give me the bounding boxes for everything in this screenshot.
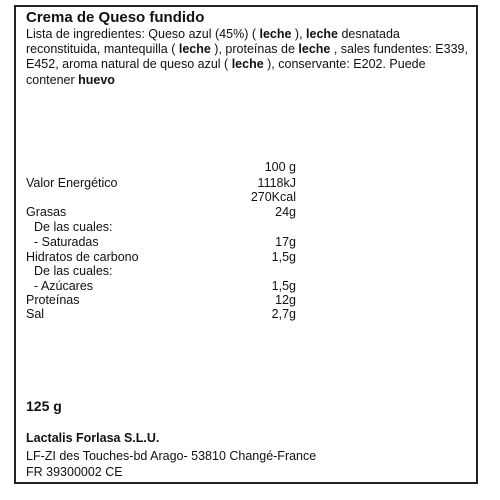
ingredients-text: , sales fundentes: E339, <box>330 42 468 57</box>
nutrition-table <box>16 7 476 482</box>
nutrition-value: 1,5g <box>271 279 296 293</box>
nutrition-label: - Azúcares <box>34 279 94 293</box>
ingredients-text: desnatada <box>338 27 400 41</box>
net-weight: 125 g <box>26 398 62 414</box>
nutrition-label: Sal <box>26 307 45 321</box>
allergen: leche <box>178 42 211 57</box>
ingredients-text: reconstituida, mantequilla ( <box>26 42 179 57</box>
nutrition-value: 24g <box>275 205 296 219</box>
product-title: Crema de Queso fundido <box>26 9 205 26</box>
nutrition-header: 100 g <box>264 160 296 174</box>
health-mark: FR 39300002 CE <box>26 465 123 479</box>
nutrition-label: De las cuales: <box>34 220 113 234</box>
ingredients-text: contener <box>26 72 79 87</box>
nutrition-value: 17g <box>275 235 296 249</box>
nutrition-value: 1,5g <box>271 250 296 264</box>
ingredients-text: ), conservante: E202. Puede <box>263 57 426 72</box>
allergen: huevo <box>78 72 115 87</box>
nutrition-label: De las cuales: <box>34 264 113 278</box>
ingredients-text: Lista de ingredientes: Queso azul (45%) ( <box>26 27 260 41</box>
nutrition-value: 2,7g <box>271 307 296 321</box>
nutrition-label: Grasas <box>26 205 67 219</box>
nutrition-label: - Saturadas <box>34 235 99 249</box>
allergen: leche <box>231 57 264 72</box>
product-label <box>14 5 478 484</box>
ingredients-text: ), proteínas de <box>210 42 299 57</box>
ingredients-text: ), <box>291 27 307 41</box>
manufacturer-address: LF-ZI des Touches-bd Arago- 53810 Changé-France <box>26 449 317 463</box>
nutrition-label: Valor Energético <box>26 176 118 190</box>
nutrition-label: Hidratos de carbono <box>26 250 139 264</box>
allergen: leche <box>259 27 292 41</box>
manufacturer-name: Lactalis Forlasa S.L.U. <box>26 431 160 445</box>
nutrition-value: 270Kcal <box>250 190 296 204</box>
nutrition-value: 1118kJ <box>257 176 296 190</box>
nutrition-value: 12g <box>275 293 296 307</box>
allergen: leche <box>298 42 331 57</box>
ingredients-text: E452, aroma natural de queso azul ( <box>26 57 232 72</box>
allergen: leche <box>306 27 338 41</box>
nutrition-label: Proteínas <box>26 293 80 307</box>
